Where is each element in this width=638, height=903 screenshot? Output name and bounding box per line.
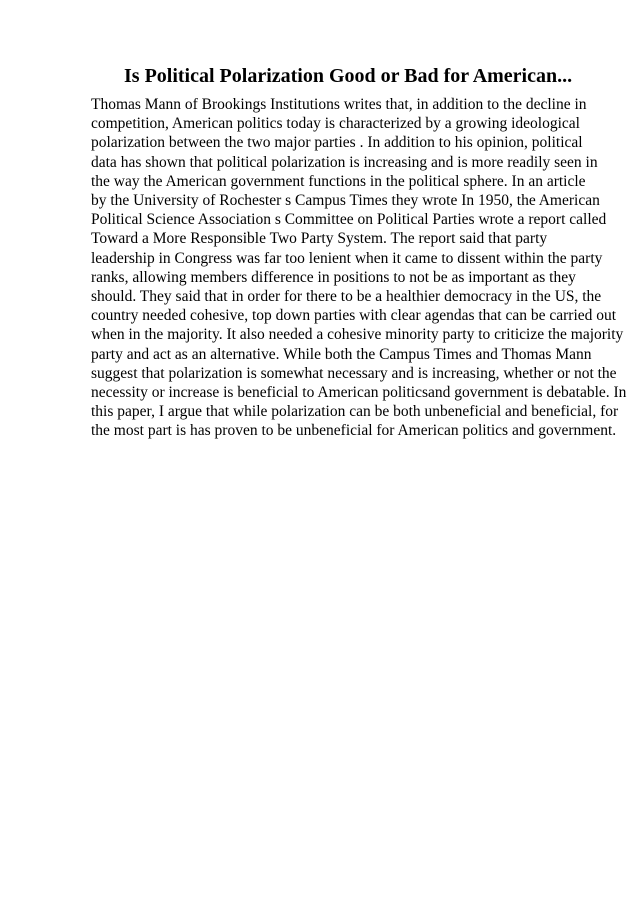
document-body [91, 95, 627, 441]
body-line: Toward a More Responsible Two Party System. The report said that party [91, 230, 548, 248]
body-line: Thomas Mann of Brookings Institutions writes that, in addition to the decline in [91, 96, 587, 113]
body-line: party and act as an alternative. While both the Campus Times and Thomas Mann [91, 345, 592, 363]
body-line: country needed cohesive, top down parties with clear agendas that can be carried out [91, 307, 617, 325]
body-line: leadership in Congress was far too lenient when it came to dissent within the party [91, 249, 603, 267]
body-line: by the University of Rochester s Campus Times they wrote In 1950, the American [91, 192, 600, 210]
body-line: necessity or increase is beneficial to American politicsand government is debatable. In [91, 384, 627, 402]
document-title: Is Political Polarization Good or Bad for American... [124, 65, 573, 87]
body-line: ranks, allowing members difference in positions to not be as important as they [91, 268, 576, 286]
body-line: when in the majority. It also needed a cohesive minority party to criticize the majority [91, 326, 624, 344]
body-line: suggest that polarization is somewhat necessary and is increasing, whether or not the [91, 364, 617, 382]
body-line: the way the American government functions in the political sphere. In an article [91, 172, 586, 190]
body-line: competition, American politics today is characterized by a growing ideological [91, 115, 580, 133]
body-line: the most part is has proven to be unbeneficial for American politics and government. [91, 422, 617, 440]
body-line: Political Science Association s Committee on Political Parties wrote a report called [91, 211, 607, 229]
body-line: should. They said that in order for there to be a healthier democracy in the US, the [91, 288, 602, 306]
body-line: data has shown that political polarization is increasing and is more readily seen in [91, 153, 598, 171]
body-line: polarization between the two major parties . In addition to his opinion, political [91, 134, 583, 152]
body-line: this paper, I argue that while polarization can be both unbeneficial and beneficial, for [91, 403, 619, 421]
